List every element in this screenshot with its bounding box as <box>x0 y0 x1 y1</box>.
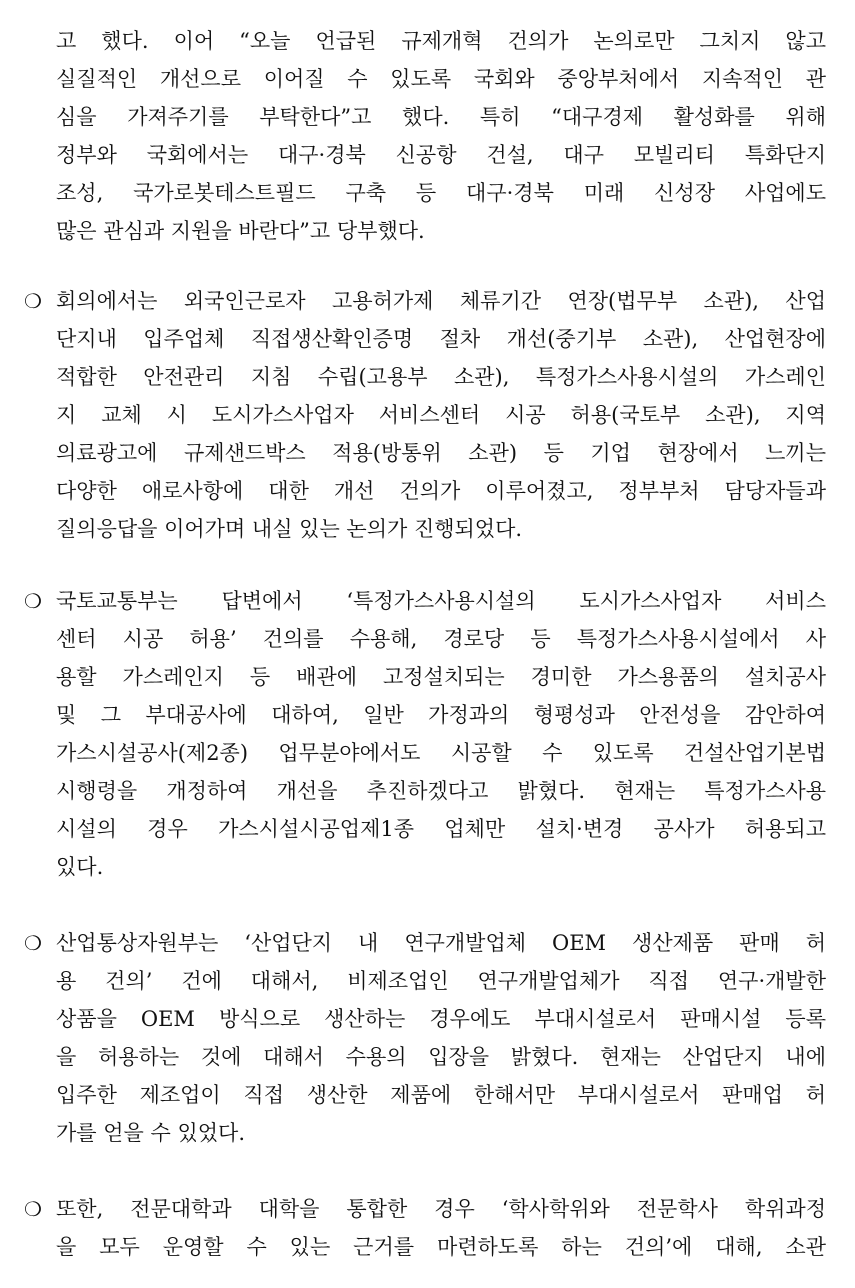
text-line: 심을 가져주기를 부탁한다”고 했다. 특히 “대구경제 활성화를 위해 <box>56 105 826 129</box>
text-line: 용할 가스레인지 등 배관에 고정설치되는 경미한 가스용품의 설치공사 <box>56 665 826 689</box>
text-line: 있다. <box>56 855 104 879</box>
text-line: 실질적인 개선으로 이어질 수 있도록 국회와 중앙부처에서 지속적인 관 <box>56 67 826 91</box>
text-line: 가를 얻을 수 있었다. <box>56 1121 245 1145</box>
text-line: 상품을 OEM 방식으로 생산하는 경우에도 부대시설로서 판매시설 등록 <box>56 1007 826 1031</box>
text-line: 시설의 경우 가스시설시공업제1종 업체만 설치·변경 공사가 허용되고 <box>56 817 826 841</box>
text-line: 조성, 국가로봇테스트필드 구축 등 대구·경북 미래 신성장 사업에도 <box>56 181 826 205</box>
text-line: 용 건의’ 건에 대해서, 비제조업인 연구개발업체가 직접 연구·개발한 <box>56 969 826 993</box>
text-line: 다양한 애로사항에 대한 개선 건의가 이루어졌고, 정부부처 담당자들과 <box>56 479 826 503</box>
text-line: 시행령을 개정하여 개선을 추진하겠다고 밝혔다. 현재는 특정가스사용 <box>56 779 826 803</box>
text-line: 을 허용하는 것에 대해서 수용의 입장을 밝혔다. 현재는 산업단지 내에 <box>56 1045 826 1069</box>
text-line: 의료광고에 규제샌드박스 적용(방통위 소관) 등 기업 현장에서 느끼는 <box>56 441 826 465</box>
text-line: 고 했다. 이어 “오늘 언급된 규제개혁 건의가 논의로만 그치지 않고 <box>56 29 826 53</box>
circle-bullet-icon: ❍ <box>24 1197 42 1221</box>
text-line: 산업통상자원부는 ‘산업단지 내 연구개발업체 OEM 생산제품 판매 허 <box>56 931 826 955</box>
circle-bullet-icon: ❍ <box>24 931 42 955</box>
text-line: 회의에서는 외국인근로자 고용허가제 체류기간 연장(법무부 소관), 산업 <box>56 289 826 313</box>
text-line: 또한, 전문대학과 대학을 통합한 경우 ‘학사학위와 전문학사 학위과정 <box>56 1197 826 1221</box>
text-line: 가스시설공사(제2종) 업무분야에서도 시공할 수 있도록 건설산업기본법 <box>56 741 826 765</box>
text-line: 정부와 국회에서는 대구·경북 신공항 건설, 대구 모빌리티 특화단지 <box>56 143 826 167</box>
text-line: 을 모두 운영할 수 있는 근거를 마련하도록 하는 건의’에 대해, 소관 <box>56 1235 826 1259</box>
text-line: 국토교통부는 답변에서 ‘특정가스사용시설의 도시가스사업자 서비스 <box>56 589 826 613</box>
text-line: 많은 관심과 지원을 바란다”고 당부했다. <box>56 219 425 243</box>
text-line: 단지내 입주업체 직접생산확인증명 절차 개선(중기부 소관), 산업현장에 <box>56 327 826 351</box>
text-line: 질의응답을 이어가며 내실 있는 논의가 진행되었다. <box>56 517 523 541</box>
circle-bullet-icon: ❍ <box>24 289 42 313</box>
text-line: 입주한 제조업이 직접 생산한 제품에 한해서만 부대시설로서 판매업 허 <box>56 1083 826 1107</box>
text-line: 지 교체 시 도시가스사업자 서비스센터 시공 허용(국토부 소관), 지역 <box>56 403 826 427</box>
text-line: 및 그 부대공사에 대하여, 일반 가정과의 형평성과 안전성을 감안하여 <box>56 703 826 727</box>
text-line: 센터 시공 허용’ 건의를 수용해, 경로당 등 특정가스사용시설에서 사 <box>56 627 826 651</box>
text-line: 적합한 안전관리 지침 수립(고용부 소관), 특정가스사용시설의 가스레인 <box>56 365 826 389</box>
circle-bullet-icon: ❍ <box>24 589 42 613</box>
